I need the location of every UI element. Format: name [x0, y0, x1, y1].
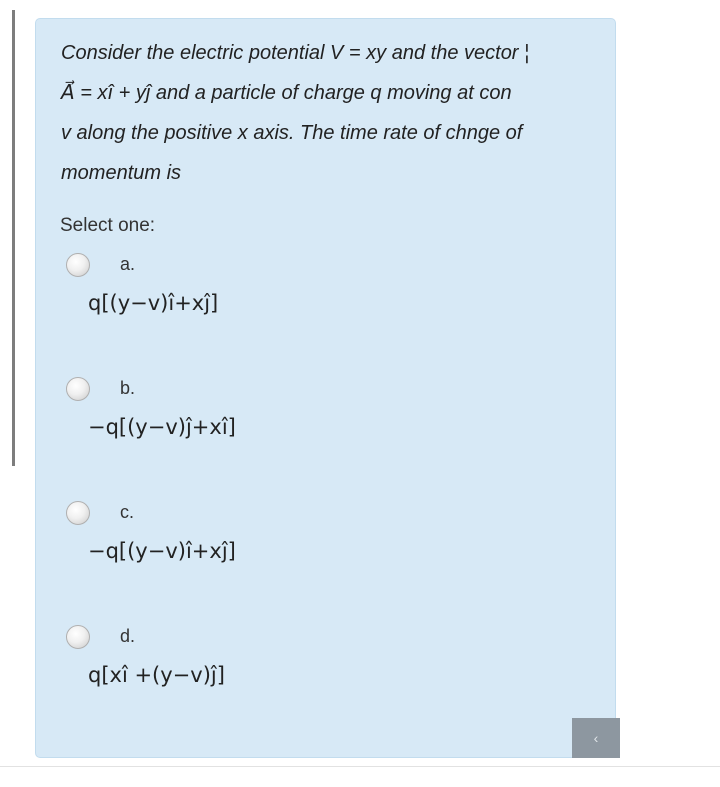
option-d-radio[interactable] — [66, 625, 90, 649]
select-one-label: Select one: — [60, 215, 156, 236]
scroll-left-button[interactable] — [572, 718, 620, 758]
option-c-radio[interactable] — [66, 501, 90, 525]
option-a-radio[interactable] — [66, 253, 90, 277]
option-a-formula: q[(y−v)î+xĵ] — [88, 291, 219, 315]
question-line-1-cut: ¦ — [524, 42, 530, 64]
option-a-letter: a. — [120, 254, 136, 274]
question-line-2: A⃗ = xî + yĵ and a particle of charge q moving at con — [61, 82, 512, 104]
option-b-formula: −q[(y−v)ĵ+xî] — [88, 415, 236, 439]
option-d-formula: q[xî +(y−v)ĵ] — [88, 663, 225, 687]
question-line-1-text: Consider the electric potential V = xy and the vector — [61, 42, 525, 64]
option-d-letter: d. — [120, 626, 136, 646]
option-c-formula: −q[(y−v)î+xĵ] — [88, 539, 236, 563]
option-b-radio[interactable] — [66, 377, 90, 401]
option-b[interactable] — [66, 377, 586, 467]
question-text — [61, 33, 616, 193]
option-c[interactable] — [66, 501, 586, 591]
left-divider — [12, 10, 15, 466]
question-line-4: momentum is — [61, 162, 182, 184]
question-line-3: v along the positive x axis. The time rate of chnge of — [61, 122, 523, 144]
option-c-letter: c. — [120, 502, 135, 522]
option-d[interactable] — [66, 625, 586, 715]
option-a[interactable] — [66, 253, 586, 343]
question-line-1 — [61, 33, 616, 73]
question-card — [35, 18, 616, 758]
chevron-left-icon: ‹ — [593, 730, 599, 746]
bottom-divider — [0, 766, 720, 767]
option-b-letter: b. — [120, 378, 136, 398]
